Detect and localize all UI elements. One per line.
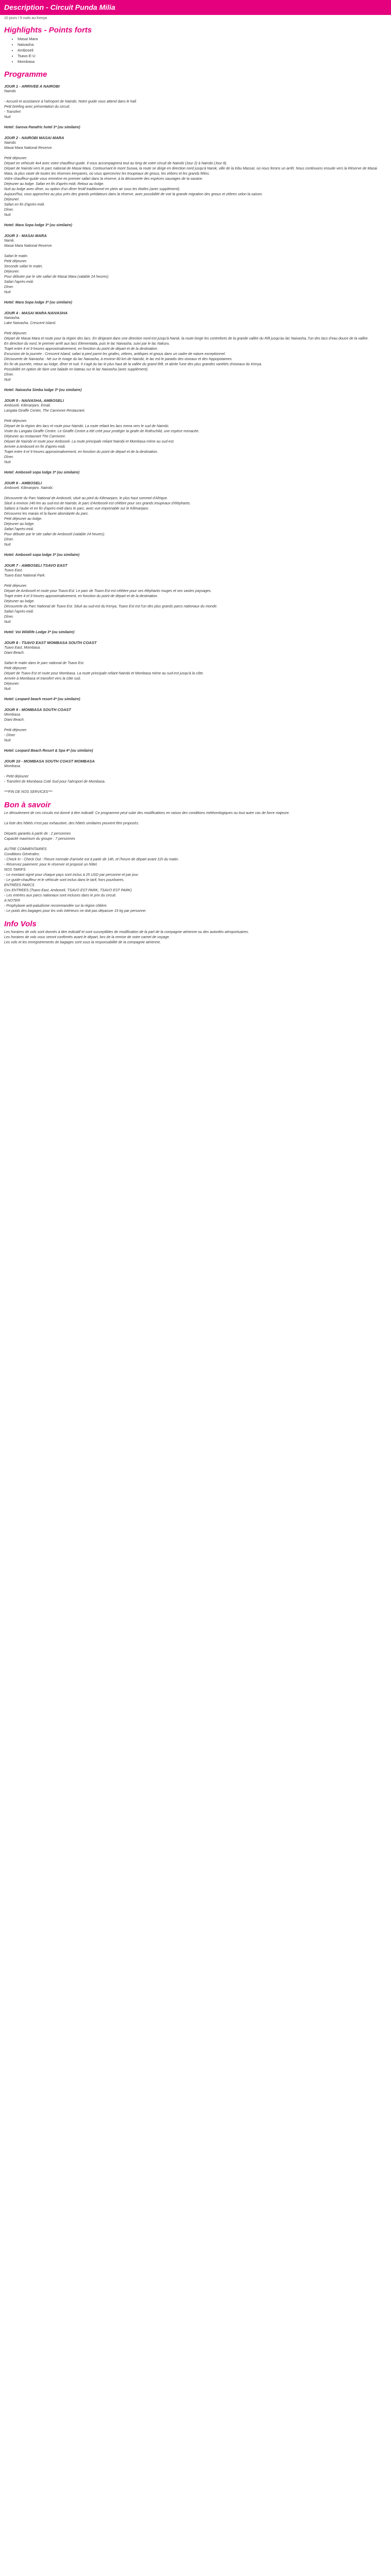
day-text-line: Amboseli. Kilimanjaro. Emali. [4, 404, 51, 408]
day-text-line: Amboseli. Kilimanjaro. Nairobi. [4, 486, 54, 490]
day-text-line [4, 414, 387, 419]
day-text-line: Masai Mara National Reserve. [4, 146, 53, 150]
section-text-line: - Le poids des bagages pour les vols intérieurs ne doit pas dépasser 15 kg par personne. [4, 909, 146, 913]
section-text-line: Les horaires de vols sont donnés à titre indicatif et sont susceptibles de modification de la part de la compagnie aérienne ou des autorités aéroportuaires. [4, 930, 249, 934]
hotel-name: Hotel: Mara Sopa lodge 3* (ou similaire) [4, 301, 72, 304]
day-text-line [4, 465, 387, 470]
highlights-heading: Highlights - Points forts [4, 26, 92, 35]
day-text-line [4, 491, 387, 496]
section-text-line: - Le guide-chauffeur et le véhicule sont inclus dans le tarif, hors pourboires. [4, 878, 125, 882]
day-text-line: Nuit [4, 378, 11, 382]
day-text-line: Dîner. [4, 208, 14, 212]
day-text-line: ***FIN DE NOS SERVICES*** [4, 790, 53, 794]
day-text-line: Petit déjeuner. [4, 260, 27, 263]
day-text-line: Petit déjeuner. [4, 332, 27, 335]
section-text-line: - Les entrées aux parcs nationaux sont incluses dans le prix du circuit. [4, 894, 117, 897]
day-text-line: Petit déjeuner. [4, 157, 27, 160]
day-text-line: Safari l'après-midi. [4, 528, 34, 531]
day-text-line: Découverte du Parc National de Tsavo Est. Situé au sud-est du Kenya, Tsavo Est est l'un des plus grands parcs nationaux du monde. [4, 605, 218, 608]
day-text-line: Nuit [4, 687, 11, 691]
day-text-line: Safari l'après-midi. [4, 610, 34, 614]
day-text-line: Trajet entre 4 et 9 heures approximativement, en fonction du point de départ et de la destination. [4, 347, 158, 351]
day-text-line: Déjeuner au lodge. [4, 522, 35, 526]
program-day [4, 640, 387, 702]
section-text-line: AUTRE COMMENTAIRES [4, 848, 47, 851]
day-text-line: Petit briefing avec présentation du circuit. [4, 105, 71, 109]
day-title: JOUR 1 - ARRIVEE A NAIROBI [4, 84, 60, 89]
day-text-line [4, 692, 387, 697]
highlight-item: • Naivasha [18, 42, 391, 47]
day-text-line: Safaris à l'aube et en fin d'après-midi dans le parc, avec vue imprenable sur le Kilimanjaro. [4, 507, 149, 511]
program-day [4, 398, 387, 476]
day-text-line [4, 769, 387, 774]
program-day [4, 310, 387, 393]
day-text-line: Nuit [4, 291, 11, 294]
day-text-line: Déjeuner. [4, 198, 20, 201]
day-text-line: Seconde safari le matin. [4, 265, 43, 268]
day-text-line [4, 151, 387, 156]
section-text-line: ENTRÉES PARCS [4, 884, 35, 887]
day-text-line: Nuit [4, 543, 11, 547]
day-text-line [4, 218, 387, 223]
day-text-line: Visite du Langata Giraffe Centre. Le Giraffe Centre a été créé pour protéger la girafe de Rothschild, une espèce menacée. [4, 430, 200, 433]
day-text-line [4, 295, 387, 300]
day-text-line: Pour débuter par le site safari de Masai Mara (valable 24 heures). [4, 275, 109, 279]
day-text-line: Trajet entre 4 et 9 heures approximativement, en fonction du point de départ et de la destination. [4, 595, 158, 598]
day-text-line: Départ de Masai Mara et route pour la région des lacs. En dirigeant dans une direction nord-est jusqu'à Narok, la route longe les contreforts de la grande vallée du Rift jusqu'au lac Naivasha, l'un des lacs d'eau douce de la vallée. [4, 337, 369, 341]
highlight-item: • Masai Mara [18, 36, 391, 42]
day-text-line: Safari le matin dans le parc national de Tsavo Est. [4, 662, 85, 665]
day-text-line: Narok. [4, 239, 15, 243]
day-title: JOUR 3 - MASAI MARA [4, 233, 47, 238]
day-text-line: Déjeuner. [4, 682, 20, 686]
program-days [4, 83, 387, 795]
day-text-line [4, 743, 387, 749]
program-day [4, 480, 387, 558]
day-text-line [4, 656, 387, 661]
good-to-know-heading: Bon à savoir [4, 801, 51, 809]
day-text-line: Découverte du Parc National de Amboseli, situé au pied du Kilimanjaro, le plus haut sommet d'Afrique. [4, 497, 168, 500]
day-text-line: Petit déjeuner. [4, 728, 27, 732]
section-text-line: - Réservez paiement: pour le réserver et proposé un hôtel. [4, 863, 98, 867]
day-text-line: Situé à environ 240 km au sud-est de Nairobi, le parc d'Amboseli est célèbre pour ses grands troupeaux d'éléphants. [4, 502, 191, 505]
day-text-line: Nuit au lodge avec dîner, ou option d'un dîner festif traditionnel en plein air sous les étoiles (avec supplément). [4, 188, 181, 191]
day-text-line: Safari en fin d'après-midi. [4, 203, 45, 207]
highlight-item: • Mombasa [18, 59, 391, 64]
day-text-line: Nuit [4, 620, 11, 624]
day-text-line: Déjeuner. [4, 270, 20, 274]
info-vols-text [4, 930, 387, 945]
hotel-name: Hotel: Amboseli sopa lodge 3* (ou similaire) [4, 471, 79, 474]
day-text-line: Arrivée à Amboseli en fin d'après-midi. [4, 445, 66, 449]
day-text-line: Petit déjeuner. [4, 419, 27, 423]
day-text-line: - Petit déjeuner [4, 775, 29, 778]
good-to-know-text [4, 811, 387, 914]
day-text-line: Tsavo East National Park. [4, 574, 46, 578]
day-text-line: Dîner. [4, 373, 14, 377]
day-text-line: Départ de la région des lacs et route pour Nairobi. La route reliant les lacs mena vers le sud de Nairobi. [4, 425, 169, 428]
section-text-line [4, 842, 387, 847]
day-text-line: Aujourd'hui, vous approchez au plus près des grands prédateurs dans la réserve, avec possibilité de voir la grande migration des gnous et zèbres selon la saison. [4, 193, 263, 196]
day-text-line: Nairobi. [4, 90, 17, 93]
section-text-line: Départs garantis à partir de : 2 personnes [4, 832, 71, 836]
section-text-line: - Prophylaxie anti-paludisme recommandée sur la région côtière. [4, 904, 108, 908]
hotel-name: Hotel: Mara Sopa lodge 3* (ou similaire) [4, 224, 72, 227]
program-day [4, 563, 387, 635]
day-text-line: - Dîner [4, 734, 15, 737]
day-title: JOUR 9 - MOMBASA SOUTH COAST [4, 707, 71, 712]
day-text-line: Trajet entre 4 et 9 heures approximativement, en fonction du point de départ et de la destination. [4, 450, 158, 454]
info-vols-heading: Info Vols [4, 920, 37, 928]
program-day [4, 707, 387, 754]
day-text-line: Mombasa. [4, 713, 21, 717]
program-heading: Programme [4, 70, 47, 79]
day-title: JOUR 6 - AMBOSELI [4, 481, 42, 485]
day-text-line: Mombasa. [4, 765, 21, 768]
day-text-line: Départ de Nairobi et route pour Amboseli. La route principale reliant Nairobi et Mombasa mène au sud-est. [4, 440, 175, 444]
day-text-line [4, 120, 387, 125]
day-text-line: Safari le matin. [4, 255, 28, 258]
day-text-line: - Accueil et assistance à l'aéroport de Nairobi. Notre guide vous attend dans le hall. [4, 100, 137, 104]
section-text-line: Les vols et les enregistrements de bagages sont sous la responsabilité de la compagnie aérienne. [4, 941, 161, 944]
page-title: Description - Circuit Punda Milia [0, 0, 391, 15]
day-text-line: Découvrez les marais et la faune abondante du parc. [4, 512, 89, 516]
program-day [4, 135, 387, 228]
day-text-line: - Transfert [4, 110, 21, 114]
day-text-line: Petit déjeuner. [4, 584, 27, 588]
program-day [4, 83, 387, 130]
section-text-line: NOS TARIFS [4, 868, 26, 872]
day-title: JOUR 2 - NAIROBI MASAI MARA [4, 135, 64, 140]
day-text-line [4, 94, 387, 99]
day-text-line: Nuit [4, 739, 11, 742]
hotel-name: Hotel: Leopard beach resort 4* (ou similaire) [4, 698, 80, 701]
trip-duration: 10 jours / 9 nuits au Kenya [4, 16, 47, 20]
section-text-line: - Check In - Check Out : l'heure normale d'arrivée est à partir de 14h, et l'heure de départ avant 11h du matin. [4, 858, 179, 861]
section-text-line: A NOTER [4, 899, 20, 903]
day-text-line: Départ de Amboseli et route pour Tsavo-Est. Le parc de Tsavo Est est célèbre pour ses éléphants rouges et ses vastes paysages. [4, 589, 212, 593]
day-text-line [4, 579, 387, 584]
day-text-line: Déjeuner au lodge. Safari en fin d'après-midi. Retour au lodge. [4, 182, 104, 186]
highlight-item: • Amboseli [18, 47, 391, 53]
highlight-item: • Tsavo E-U [18, 53, 391, 59]
day-text-line: Diani Beach. [4, 651, 25, 655]
day-text-line: Déjeuner au restaurant The Carnivore. [4, 435, 66, 438]
hotel-name: Hotel: Voi Wildlife Lodge 3* (ou similaire) [4, 631, 75, 634]
hotel-name: Hotel: Sarova Panafric hotel 3* (ou similaire) [4, 126, 80, 129]
day-text-line: Petit déjeuner au lodge. [4, 517, 42, 521]
day-text-line: Déjeuner au lodge. [4, 600, 35, 603]
section-text-line: Les horaires de vols vous seront confirmés avant le départ, lors de la remise de votre carnet de voyage. [4, 936, 170, 939]
day-text-line: Découverte de Naivasha : Né sur le rivage du lac Naivasha, à environ 80 km de Nairobi, le lac est le paradis des oiseaux et des hippopotames. [4, 358, 233, 361]
day-title: JOUR 8 - TSAVO EAST MOMBASA SOUTH COAST [4, 640, 97, 645]
highlights-list [0, 36, 391, 64]
day-text-line: Petit déjeuner. [4, 667, 27, 670]
day-title: JOUR 5 - NAIVASHA, AMBOSELI [4, 398, 64, 403]
hotel-name: Hotel: Naivasha Simba lodge 3* (ou similaire) [4, 388, 82, 392]
day-text-line: Masai Mara National Reserve. [4, 244, 53, 248]
day-text-line [4, 785, 387, 790]
day-text-line: Nairobi. [4, 141, 17, 145]
day-text-line: Dîner. [4, 285, 14, 289]
day-text-line: Pour débuter par le site safari de Amboseli (valable 24 heures). [4, 533, 105, 536]
day-text-line: Départ de Nairobi vers le parc national de Masai Mara. Contournant le mont Suswa, la route se dirige en direction nord jusqu'à Narok, ville de la tribu Massaï, où nous ferons un arrêt. Nous continuons ensuite vers la Réserve de Masai Mara, la plus vaste de toutes les réserves kenyanes, où vous apercevrez les troupeaux de gnous, les zèbres et les grands félins. [4, 167, 379, 176]
program-day [4, 758, 387, 795]
day-text-line: En direction du nord, le premier arrêt aux lacs Elementaita, puis le lac Naivasha, suivi par le lac Nakuru. [4, 342, 170, 346]
day-text-line: Départ de Tsavo Est et route pour Mombasa. La route principale reliant Nairobi et Mombasa mène au sud-est jusqu'à la côte. [4, 672, 204, 675]
day-text-line [4, 723, 387, 728]
day-text-line [4, 383, 387, 388]
day-text-line: Nuit [4, 461, 11, 464]
day-text-line [4, 326, 387, 331]
section-text-line: Le déroulement de ces circuits est donné à titre indicatif. Ce programme peut subir des modifications en raison des conditions météorologiques ou tout autre cas de force majeure. [4, 811, 290, 815]
section-text-line: La liste des hôtels n'est pas exhaustive, des hôtels similaires peuvent être proposés. [4, 822, 139, 825]
section-text-line [4, 826, 387, 832]
day-text-line [4, 625, 387, 630]
day-title: JOUR 4 - MASAI MARA NAIVASHA [4, 311, 68, 315]
day-text-line: Diani Beach. [4, 718, 25, 722]
day-text-line [4, 548, 387, 553]
day-text-line: - Transfert de Mombasa Coté Sud pour l'aéroport de Mombasa. [4, 780, 106, 784]
hotel-name: Hotel: Amboseli sopa lodge 3* (ou similaire) [4, 553, 79, 557]
day-text-line: Dîner. [4, 615, 14, 619]
section-text-line: Capacité maximum du groupe : 7 personnes [4, 837, 75, 841]
day-text-line [4, 249, 387, 254]
day-text-line: Safari l'après-midi. [4, 280, 34, 284]
day-text-line: Langata Giraffe Center, The Carnivore Restaurant. [4, 409, 86, 413]
section-text-line: Conditions Générales: [4, 853, 40, 856]
day-text-line: Départ en véhicule 4x4 avec votre chauffeur-guide. Il vous accompagnera tout au long de votre circuit de Nairobi (Jour 2) à Nairobi (Jour 8). [4, 162, 227, 165]
day-title: JOUR 7 - AMBOSELI TSAVO EAST [4, 563, 68, 568]
program-day [4, 233, 387, 306]
day-text-line: Nuit [4, 115, 11, 119]
day-text-line: Votre chauffeur-guide vous emmène en premier safari dans la réserve, à la découverte des espèces sauvages de la savane. [4, 177, 203, 181]
day-text-line: Dîner. [4, 455, 14, 459]
section-text-line: Ces ENTREES (Tsavo East, Amboseli, TSAVO EST PARK, TSAVO EST PARK) [4, 889, 132, 892]
day-text-line: Lake Naivasha. Crescent Island. [4, 321, 56, 325]
day-text-line: En fin de journée, retour au lodge, dîner et nuit. Il s'agit du lac le plus haut de la vallée du grand Rift, et abrite l'une des plus grandes variétés d'oiseaux du Kenya. [4, 363, 263, 366]
day-text-line: Nuit [4, 213, 11, 217]
section-text-line [4, 816, 387, 821]
day-text-line: Naivasha. [4, 316, 21, 320]
day-title: JOUR 10 - MOMBASA SOUTH COAST MOMBASA [4, 759, 95, 764]
day-text-line: Tsavo East, Mombasa. [4, 646, 41, 650]
day-text-line: Possibilité en option de faire une balade en bateau sur le lac Naivasha (avec supplément). [4, 368, 149, 371]
section-text-line: - Le montant signé pour chaque pays sont inclus à 25 USD par personne et par jour. [4, 873, 139, 877]
day-text-line: Arrivée à Mombasa et transfert vers la côte sud. [4, 677, 82, 681]
day-text-line: Excursion de la journée : Crescent Island, safari à pied parmi les girafes, zèbres, antilopes et gnous dans un cadre de nature exceptionnel. [4, 352, 226, 356]
day-text-line: Dîner. [4, 538, 14, 541]
hotel-name: Hotel: Leopard Beach Resort & Spa 4* (ou similaire) [4, 749, 93, 753]
day-text-line: Tsavo East. [4, 569, 23, 572]
